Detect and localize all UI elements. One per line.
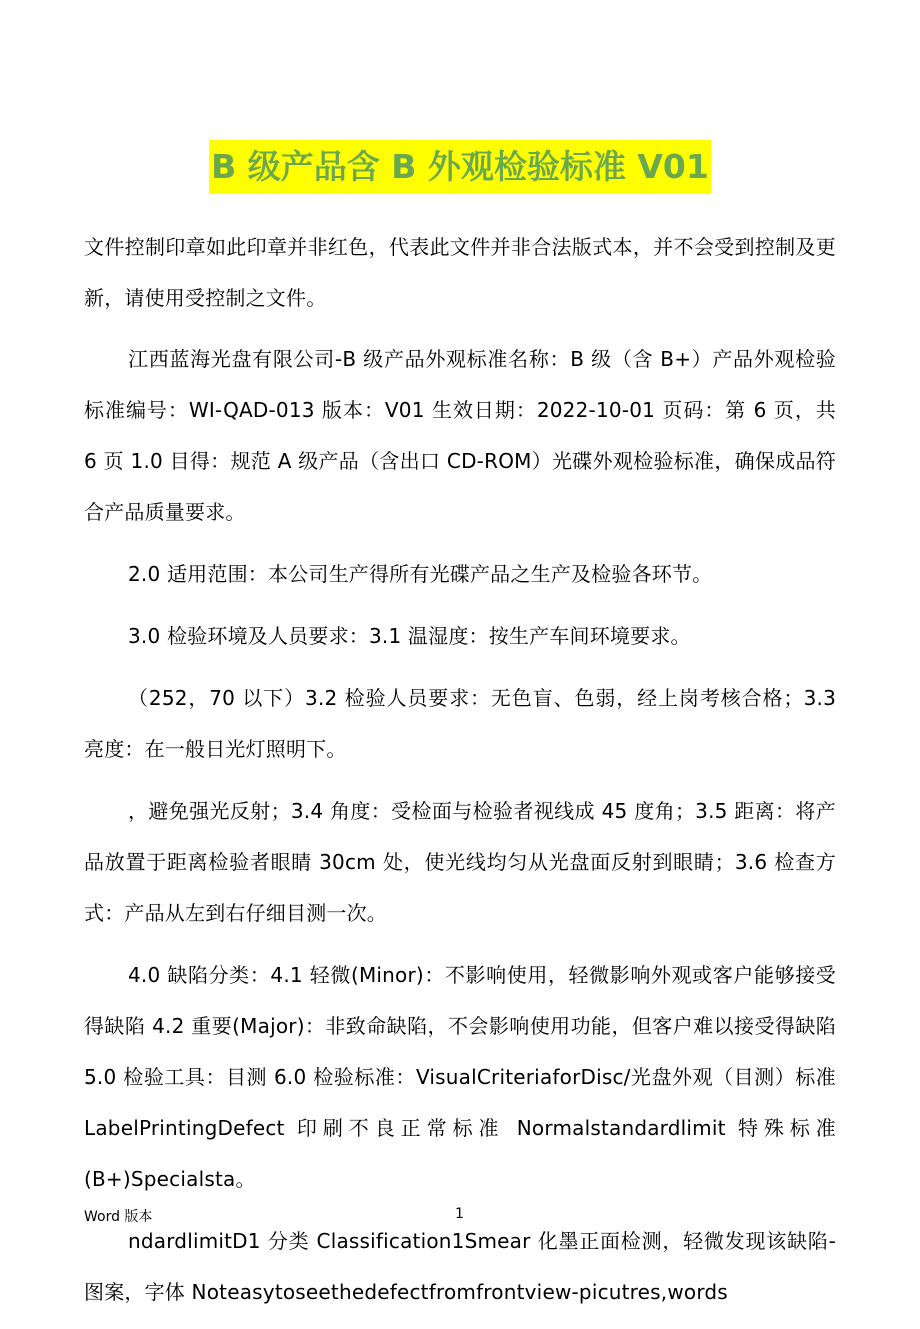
paragraph-scope: 2.0 适用范围：本公司生产得所有光碟产品之生产及检验各环节。 xyxy=(128,562,713,586)
paragraph-environment: 3.0 检验环境及人员要求：3.1 温湿度：按生产车间环境要求。 xyxy=(128,624,691,648)
paragraph-header-info: 江西蓝海光盘有限公司-B 级产品外观标准名称：B 级（含 B+）产品外观检验标准编号：WI-QAD-013 版本：V01 生效日期：2022-10-01 页码：第 6 页，共 6 页 1.0 目得：规范 A 级产品（含出口 CD-ROM）光碟外观检验标准，确保成品符合产品质量要求。 xyxy=(84,347,836,524)
page-number: 1 xyxy=(455,1206,464,1222)
paragraph-smear: ndardlimitD1 分类 Classification1Smear 化墨正面检测，轻微发现该缺陷-图案，字体 Noteasytoseethedefectfromfrontview-picutres,words xyxy=(84,1229,836,1304)
paragraph-defect-classification: 4.0 缺陷分类：4.1 轻微(Minor)：不影响使用，轻微影响外观或客户能够接受得缺陷 4.2 重要(Major)：非致命缺陷，不会影响使用功能，但客户难以接受得缺陷 5.0 检验工具：目测 6.0 检验标准：VisualCriteriaforDisc/光盘外观（目测）标准 LabelPrintingDefect 印刷不良正常标准 Normalstandardlimit 特殊标准(B+)Specialsta。 xyxy=(84,963,836,1191)
document-body xyxy=(84,222,836,1329)
paragraph-control-notice: 文件控制印章如此印章并非红色，代表此文件并非合法版式本，并不会受到控制及更新，请使用受控制之文件。 xyxy=(84,235,836,310)
paragraph-angle-distance: ，避免强光反射；3.4 角度：受检面与检验者视线成 45 度角；3.5 距离：将产品放置于距离检验者眼睛 30cm 处，使光线均匀从光盘面反射到眼睛；3.6 检查方式：产品从左到右仔细目测一次。 xyxy=(84,799,836,925)
title-container xyxy=(0,140,920,194)
paragraph-personnel: （252，70 以下）3.2 检验人员要求：无色盲、色弱，经上岗考核合格；3.3 亮度：在一般日光灯照明下。 xyxy=(84,686,836,761)
document-title: B 级产品含 B 外观检验标准 V01 xyxy=(209,140,711,194)
footer-label: Word 版本 xyxy=(84,1209,153,1225)
